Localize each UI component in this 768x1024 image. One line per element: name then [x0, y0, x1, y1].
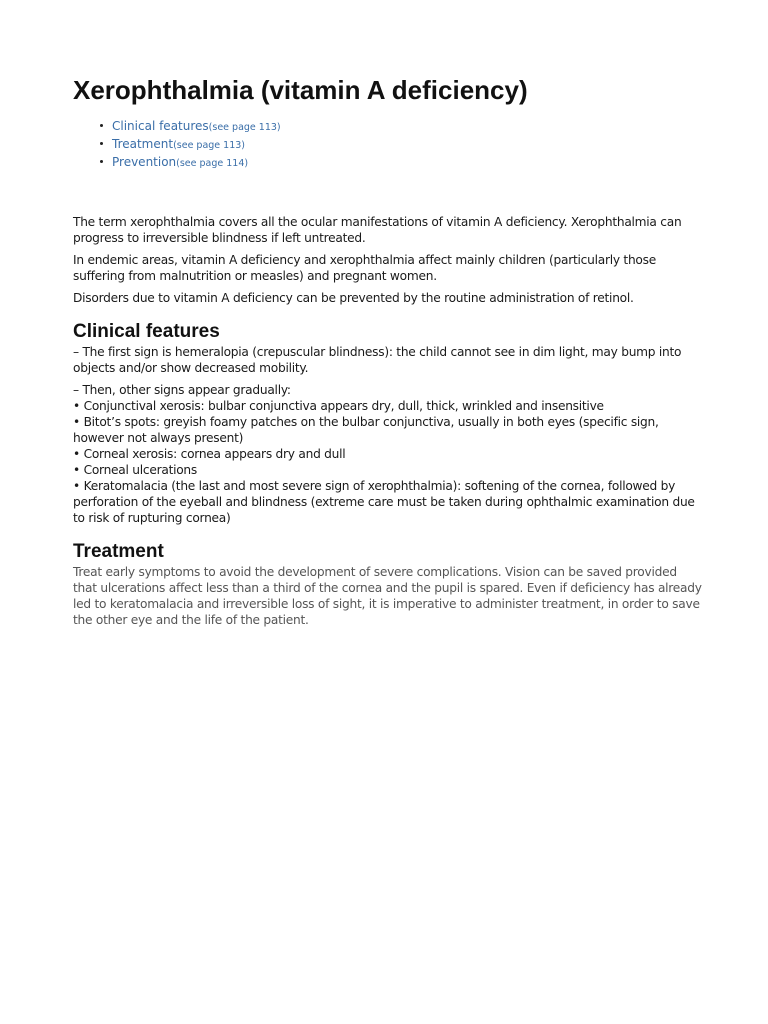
toc-page-ref[interactable]: (see page 113)	[173, 140, 246, 151]
clinical-features-section	[73, 344, 703, 526]
sign-item: • Corneal xerosis: cornea appears dry and dull	[73, 447, 346, 461]
bullet-icon	[100, 160, 103, 163]
intro-paragraph: In endemic areas, vitamin A deficiency and xerophthalmia affect mainly children (particularly those suffering from malnutrition or measles) and pregnant women.	[73, 253, 656, 283]
toc-link-label[interactable]: Prevention	[112, 155, 177, 169]
toc-page-ref[interactable]: (see page 114)	[176, 158, 249, 169]
first-sign-text: – The first sign is hemeralopia (crepuscular blindness): the child cannot see in dim light, may bump into objects and/or show decreased mobility.	[73, 345, 682, 375]
intro-section	[73, 214, 703, 306]
sign-item: • Keratomalacia (the last and most severe sign of xerophthalmia): softening of the cornea, followed by perforation of the eyeball and blindness (extreme care must be taken during ophthalmic examination due to risk of rupturing cornea)	[73, 479, 695, 525]
toc-link-label[interactable]: Clinical features	[112, 119, 209, 133]
intro-paragraph: The term xerophthalmia covers all the ocular manifestations of vitamin A deficiency. Xerophthalmia can progress to irreversible blindness if left untreated.	[73, 215, 682, 245]
toc-item-prevention[interactable]	[100, 154, 703, 172]
toc-item-treatment[interactable]	[100, 136, 703, 154]
then-text: – Then, other signs appear gradually:	[73, 383, 291, 397]
sign-item: • Conjunctival xerosis: bulbar conjunctiva appears dry, dull, thick, wrinkled and insensitive	[73, 399, 604, 413]
toc-page-ref[interactable]: (see page 113)	[208, 122, 281, 133]
bullet-icon	[100, 124, 103, 127]
sign-item: • Corneal ulcerations	[73, 463, 198, 477]
toc-item-clinical-features[interactable]	[100, 118, 703, 136]
table-of-contents	[73, 118, 703, 172]
bullet-icon	[100, 142, 103, 145]
intro-paragraph: Disorders due to vitamin A deficiency can be prevented by the routine administration of retinol.	[73, 291, 634, 305]
toc-link-label[interactable]: Treatment	[112, 137, 174, 151]
section-heading-clinical-features: Clinical features	[73, 321, 220, 342]
sign-item: • Bitot’s spots: greyish foamy patches on the bulbar conjunctiva, usually in both eyes (specific sign, however not always present)	[73, 415, 659, 445]
section-heading-treatment: Treatment	[73, 541, 164, 562]
treatment-text: Treat early symptoms to avoid the development of severe complications. Vision can be saved provided that ulcerations affect less than a third of the cornea and the pupil is spared. Even if deficiency has already led to keratomalacia and irreversible loss of sight, it is imperative to administer treatment, in order to save the other eye and the life of the patient.	[73, 565, 702, 627]
page-title: Xerophthalmia (vitamin A deficiency)	[73, 75, 528, 105]
document-page	[73, 74, 703, 628]
